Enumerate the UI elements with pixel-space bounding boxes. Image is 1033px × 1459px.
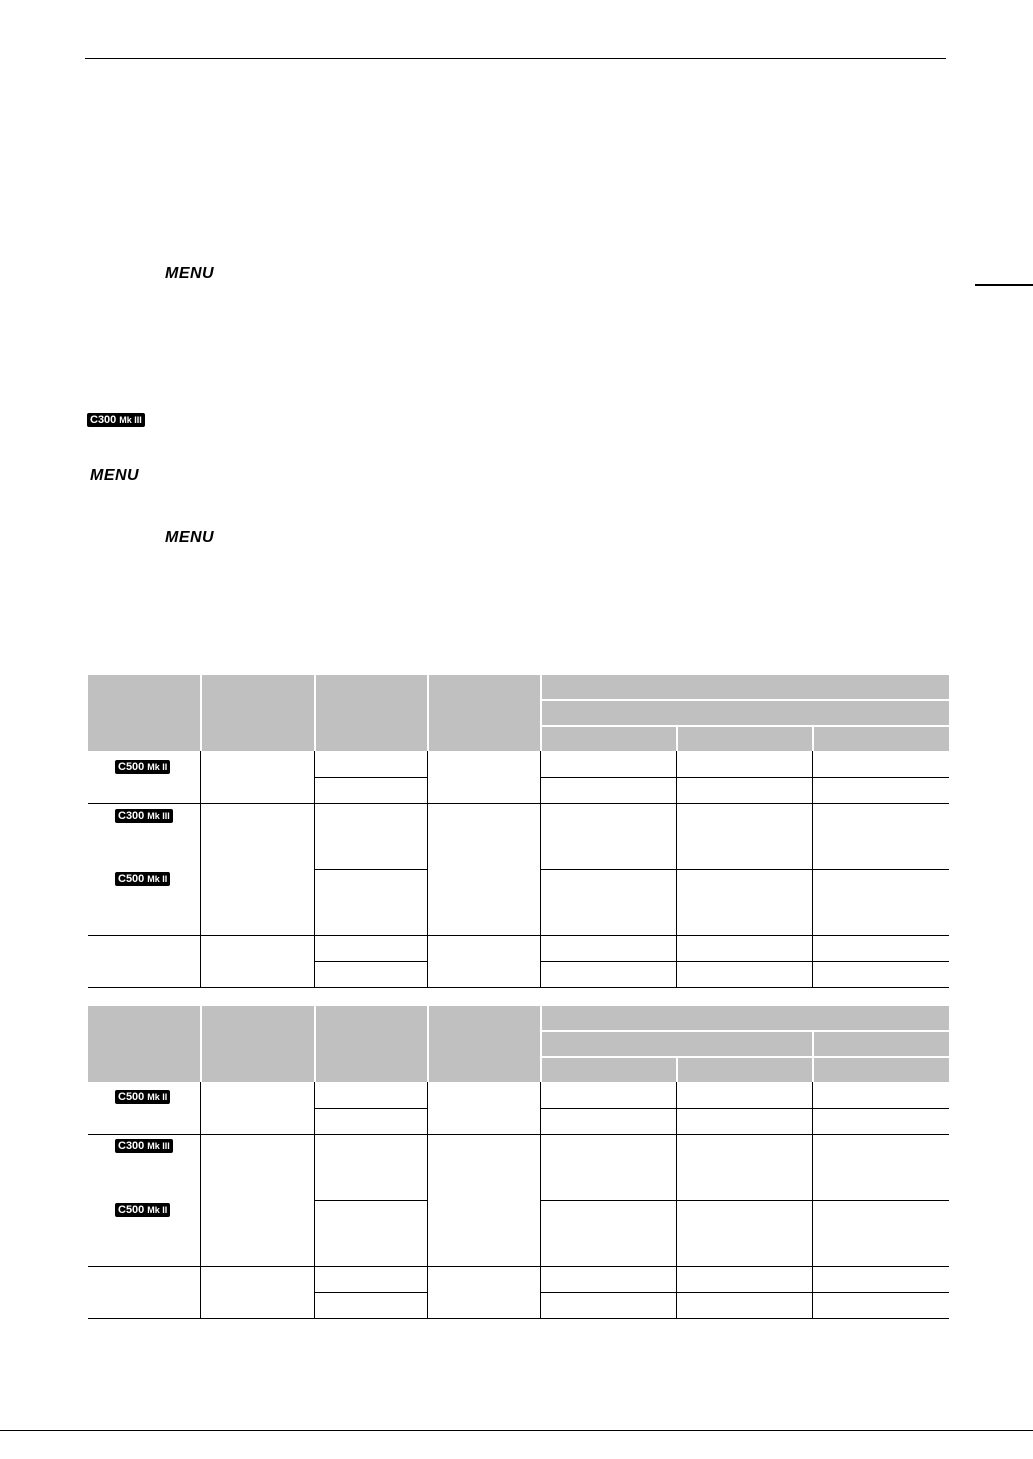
table-header [88,1006,949,1082]
footer-rule [0,1430,1033,1431]
c500-mk2-icon: C500 Mk II [115,872,170,886]
c500-mk2-icon: C500 Mk II [115,760,170,774]
header-rule [85,58,946,59]
c500-mk2-icon: C500 Mk II [115,1203,170,1217]
c500-mk2-icon: C500 Mk II [115,1090,170,1104]
menu-button-icon: MENU [165,265,215,282]
c300-mk3-icon: C300 Mk III [115,1139,173,1153]
menu-button-icon: MENU [165,529,215,546]
chapter-tab-marker [975,284,1033,286]
c300-mk3-icon: C300 Mk III [115,809,173,823]
table-header [88,675,949,751]
c300-mk3-icon: C300 Mk III [87,413,145,427]
menu-button-icon: MENU [90,467,140,484]
